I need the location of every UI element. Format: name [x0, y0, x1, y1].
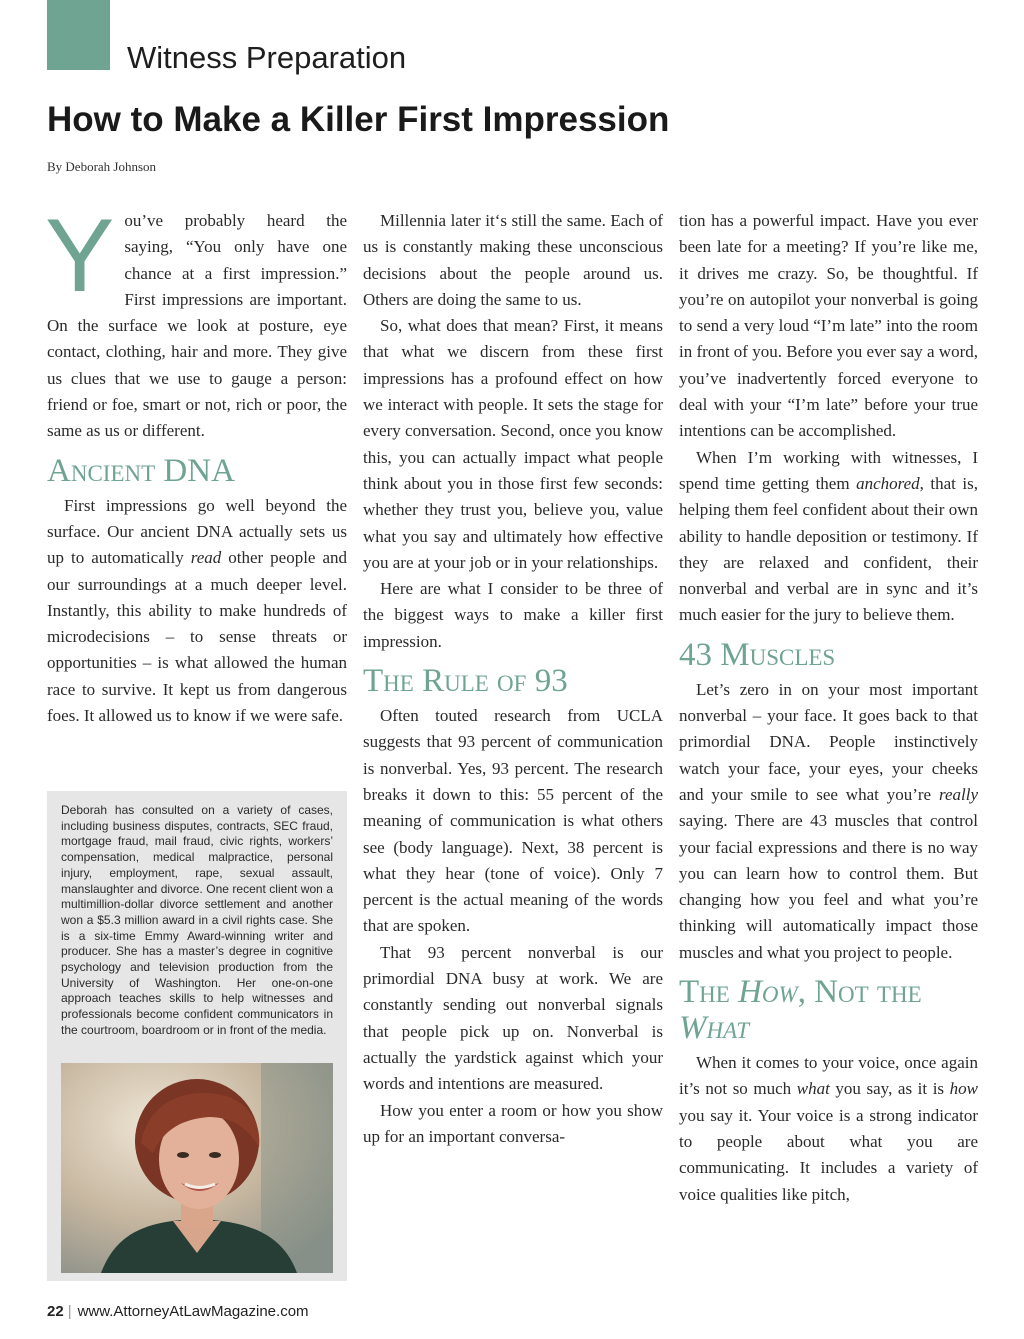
paragraph: [679, 677, 978, 966]
text-run: saying. There are 43 muscles that control your facial expressions and there is no way you can learn how to control them. But changing how you feel and what you’re thinking will automatically impact those muscles and what you project to people.: [679, 811, 978, 962]
paragraph: [679, 1050, 978, 1208]
footer-divider: |: [67, 1303, 72, 1320]
page-footer: [47, 1303, 309, 1320]
text-run: Let’s zero in on your most important nonverbal – your face. It goes back to that primordial DNA. People instinctively watch your face, your eyes, your cheeks and your smile to see what you’re: [679, 679, 978, 804]
text-run: When I’m working with witnesses, I spend time getting them: [679, 447, 978, 493]
text-run: , Not the: [797, 974, 922, 1011]
article-headline: How to Make a Killer First Impression: [47, 100, 670, 139]
emphasis-text: How: [738, 974, 798, 1011]
page-number: 22: [47, 1303, 64, 1320]
text-run: The: [679, 974, 739, 1011]
accent-block: [47, 0, 110, 70]
article-column-1: [45, 198, 348, 729]
text-run: When it comes to your voice, once again it’s not so much: [679, 1053, 978, 1099]
paragraph: tion has a powerful impact. Have you ever been late for a meeting? If you’re like me, it drives me crazy. So, be thoughtful. If you’re on autopilot your nonverbal is going to send a very loud “I’m late” into the room in front of you. Before you ever say a word, you’ve inadvertently forced everyone to deal with your “I’m late” before your true intentions can be accomplished.: [679, 211, 978, 441]
author-bio-text: Deborah has consulted on a variety of cases, including business disputes, contracts, SEC fraud, mortgage fraud, mail fraud, civic rights, workers’ compensation, medical malpractice, personal injury, employment, rape, sexual assault, manslaughter and divorce. One recent client won a multimillion-dollar divorce settlement and another won a $5.3 million award in a civil rights case. She is a six-time Emmy Award-winning writer and producer. She has a master’s degree in cognitive psychology and television production from the University of Washington. Her one-on-one approach teaches skills to help witnesses and professionals become confident communicators in the courtroom, boardroom or in front of the media.: [61, 803, 333, 1037]
paragraph-ancient-dna: [47, 493, 347, 730]
section-label: Witness Preparation: [127, 40, 407, 75]
subhead-43-muscles: 43 Muscles: [679, 636, 836, 673]
author-portrait: [61, 1063, 333, 1273]
article-column-3: [679, 208, 978, 1208]
portrait-illustration: [61, 1063, 333, 1273]
paragraph: Millennia later it‘s still the same. Each of us is constantly making these unconscious decisions about the people around us. Others are doing the same to us.: [363, 211, 663, 309]
text-run: you say, as it is: [829, 1079, 950, 1099]
text-run: you say it. Your voice is a strong indicator to people about what you are communicating. It includes a variety of voice qualities like pitch,: [679, 1105, 978, 1204]
emphasis-text: what: [796, 1079, 830, 1099]
subhead-how-not-what: [679, 974, 978, 1046]
paragraph: So, what does that mean? First, it means that what we discern from these first impressions has a profound effect on how we interact with people. It sets the stage for every conversation. Second, once you know this, you can actually impact what people think about you in those first few seconds: whether they trust you, believe you, value what you say and ultimately how effective you are at your job or in your relationships.: [363, 316, 663, 572]
emphasis-text: really: [938, 784, 978, 804]
paragraph: Here are what I consider to be three of the biggest ways to make a killer first impression.: [363, 579, 663, 651]
emphasis-text: read: [190, 548, 222, 568]
text-run: other people and our surroundings at a much deeper level. Instantly, this ability to make hundreds of microdecisions – to sense threats or opportunities – is what allowed the human race to survive. It kept us from dangerous foes. It allowed us to know if we were safe.: [47, 548, 348, 726]
website-url: www.AttorneyAtLawMagazine.com: [77, 1303, 309, 1320]
paragraph: That 93 percent nonverbal is our primordial DNA busy at work. We are constantly sending out nonverbal signals that people pick up on. Nonverbal is actually the yardstick against which your words and intentions are measured.: [363, 942, 663, 1094]
paragraph: [679, 445, 978, 629]
emphasis-text: how: [949, 1079, 978, 1099]
intro-paragraph: [45, 198, 347, 445]
intro-text: ou’ve probably heard the saying, “You only have one chance at a first impression.” First impressions are important. On the surface we look at posture, eye contact, clothing, hair and more. They give us clues that we use to gauge a person: friend or foe, smart or not, rich or poor, the same as us or different.: [47, 211, 347, 441]
subhead-ancient-dna: Ancient DNA: [47, 452, 235, 489]
emphasis-text: anchored: [856, 473, 920, 493]
subhead-rule-of-93: The Rule of 93: [363, 663, 568, 700]
paragraph: How you enter a room or how you show up for an important conversa-: [363, 1100, 663, 1146]
paragraph: Often touted research from UCLA suggests that 93 percent of communication is nonverbal. Yes, 93 percent. The research breaks it down to this: 55 percent of the meaning of communication is what others see (body language). Next, 38 percent is what they hear (tone of voice). Only 7 percent is the actual meaning of the words that are spoken.: [363, 706, 663, 936]
emphasis-text: What: [679, 1010, 750, 1047]
text-run: , that is, helping them feel confident about their own ability to handle deposition or testimony. If they are relaxed and confident, their nonverbal and verbal are in sync and it’s much easier for the jury to believe them.: [679, 473, 978, 625]
article-column-2: [363, 208, 663, 1150]
author-bio-box: [47, 791, 347, 1281]
drop-cap: Y: [45, 198, 115, 314]
text-run: First impressions go well beyond the surface. Our ancient DNA actually sets us up to automatically: [47, 495, 347, 568]
byline: By Deborah Johnson: [47, 159, 157, 174]
